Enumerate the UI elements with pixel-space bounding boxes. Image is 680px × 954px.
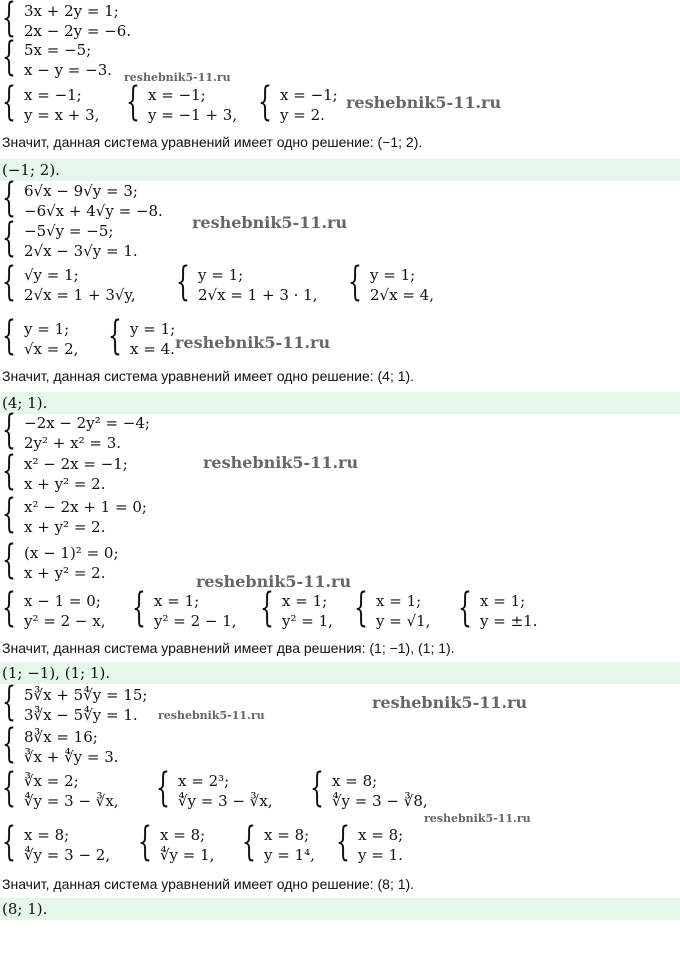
equation-line: y = 1; [130, 320, 176, 338]
equation-line: x − y = −3. [24, 61, 113, 79]
system-brace: { [336, 819, 350, 865]
system-brace: { [138, 819, 152, 865]
equation-line: −5√y = −5; [24, 222, 114, 240]
equation-line: x = 1; [154, 592, 200, 610]
watermark: reshebnik5-11.ru [196, 572, 352, 591]
equation-line: 2x − 2y = −6. [24, 22, 132, 40]
system-brace: { [2, 537, 16, 583]
equation-line: x = −1; [280, 86, 338, 104]
system-brace: { [2, 34, 16, 80]
equation-line: x + y² = 2. [24, 518, 106, 536]
equation-line: 2y² + x² = 3. [24, 434, 122, 452]
equation-line: x = 8; [358, 826, 404, 844]
watermark: reshebnik5-11.ru [175, 333, 331, 352]
equation-line: 2√x − 3√y = 1. [24, 242, 138, 260]
equation-line: x = 4. [130, 340, 175, 358]
system-brace: { [2, 407, 16, 453]
equation-line: y = 1; [370, 266, 416, 284]
equation-line: √x = 2, [24, 340, 79, 358]
equation-line: ∜y = 3 − ∛8, [332, 792, 428, 810]
watermark: reshebnik5-11.ru [158, 709, 265, 722]
system-brace: { [2, 765, 16, 811]
system-brace: { [2, 313, 16, 359]
system-brace: { [2, 491, 16, 537]
watermark: reshebnik5-11.ru [203, 453, 359, 472]
watermark: reshebnik5-11.ru [192, 213, 348, 232]
equation-line: x = 8; [264, 826, 310, 844]
answer-text: (1; −1), (1; 1). [2, 664, 111, 682]
equation-line: 8∛x = 16; [24, 728, 98, 746]
equation-line: 5∛x + 5∜y = 15; [24, 686, 148, 704]
system-brace: { [108, 313, 122, 359]
system-brace: { [258, 79, 272, 125]
equation-line: x² − 2x = −1; [24, 455, 128, 473]
equation-line: x = 2³; [178, 772, 230, 790]
equation-line: (x − 1)² = 0; [24, 544, 119, 562]
equation-line: x = 1; [376, 592, 422, 610]
system-brace: { [348, 259, 362, 305]
equation-line: 2√x = 1 + 3√y, [24, 286, 136, 304]
equation-line: x = 1; [282, 592, 328, 610]
equation-line: y = 1⁴, [264, 846, 315, 864]
equation-line: x = −1; [148, 86, 206, 104]
equation-line: y² = 1, [282, 612, 333, 630]
system-brace: { [2, 679, 16, 725]
system-brace: { [126, 79, 140, 125]
system-brace: { [242, 819, 256, 865]
system-brace: { [2, 259, 16, 305]
system-brace: { [2, 585, 16, 631]
equation-line: y = x + 3, [24, 106, 100, 124]
equation-line: 3∛x − 5∜y = 1. [24, 706, 138, 724]
system-brace: { [156, 765, 170, 811]
equation-line: y = √1, [376, 612, 431, 630]
watermark: reshebnik5-11.ru [424, 812, 531, 825]
equation-line: ∜y = 1, [160, 846, 215, 864]
answer-text: (4; 1). [2, 394, 48, 412]
equation-line: x = 1; [480, 592, 526, 610]
system-brace: { [2, 448, 16, 494]
system-brace: { [2, 721, 16, 767]
conclusion-text: Значит, данная система уравнений имеет одно решение: (−1; 2). [2, 134, 423, 150]
system-brace: { [260, 585, 274, 631]
equation-line: x + y² = 2. [24, 564, 106, 582]
equation-line: ∜y = 3 − ∛x, [24, 792, 119, 810]
equation-line: ∛x = 2; [24, 772, 79, 790]
watermark: reshebnik5-11.ru [124, 71, 231, 84]
equation-line: y² = 2 − x, [24, 612, 106, 630]
answer-bar [0, 662, 680, 684]
equation-line: −2x − 2y² = −4; [24, 414, 150, 432]
equation-line: x = 8; [332, 772, 378, 790]
conclusion-text: Значит, данная система уравнений имеет одно решение: (4; 1). [2, 368, 415, 384]
system-brace: { [2, 175, 16, 221]
system-brace: { [2, 79, 16, 125]
conclusion-text: Значит, данная система уравнений имеет два решения: (1; −1), (1; 1). [2, 640, 455, 656]
equation-line: x = 8; [160, 826, 206, 844]
equation-line: √y = 1; [24, 266, 79, 284]
equation-line: −6√x + 4√y = −8. [24, 202, 163, 220]
system-brace: { [2, 215, 16, 261]
equation-line: 2√x = 4, [370, 286, 434, 304]
conclusion-text: Значит, данная система уравнений имеет одно решение: (8; 1). [2, 876, 415, 892]
equation-line: y² = 2 − 1, [154, 612, 237, 630]
equation-line: y = −1 + 3, [148, 106, 238, 124]
system-brace: { [2, 0, 16, 41]
answer-bar [0, 898, 680, 920]
equation-line: 2√x = 1 + 3 · 1, [198, 286, 318, 304]
answer-bar [0, 392, 680, 414]
equation-line: 6√x − 9√y = 3; [24, 182, 138, 200]
equation-line: x² − 2x + 1 = 0; [24, 498, 147, 516]
answer-text: (−1; 2). [2, 161, 60, 179]
equation-line: x = −1; [24, 86, 82, 104]
system-brace: { [458, 585, 472, 631]
system-brace: { [2, 819, 16, 865]
equation-line: x − 1 = 0; [24, 592, 101, 610]
equation-line: y = ±1. [480, 612, 538, 630]
equation-line: y = 1. [358, 846, 403, 864]
answer-bar [0, 159, 680, 181]
watermark: reshebnik5-11.ru [372, 693, 528, 712]
equation-line: ∛x + ∜y = 3. [24, 748, 119, 766]
equation-line: x = 8; [24, 826, 70, 844]
answer-text: (8; 1). [2, 900, 48, 918]
system-brace: { [132, 585, 146, 631]
equation-line: 3x + 2y = 1; [24, 2, 119, 20]
system-brace: { [176, 259, 190, 305]
equation-line: ∜y = 3 − ∛x, [178, 792, 273, 810]
watermark: reshebnik5-11.ru [346, 93, 502, 112]
equation-line: y = 1; [198, 266, 244, 284]
equation-line: y = 2. [280, 106, 325, 124]
equation-line: 5x = −5; [24, 41, 92, 59]
system-brace: { [310, 765, 324, 811]
equation-line: ∜y = 3 − 2, [24, 846, 111, 864]
equation-line: x + y² = 2. [24, 475, 106, 493]
equation-line: y = 1; [24, 320, 70, 338]
system-brace: { [354, 585, 368, 631]
